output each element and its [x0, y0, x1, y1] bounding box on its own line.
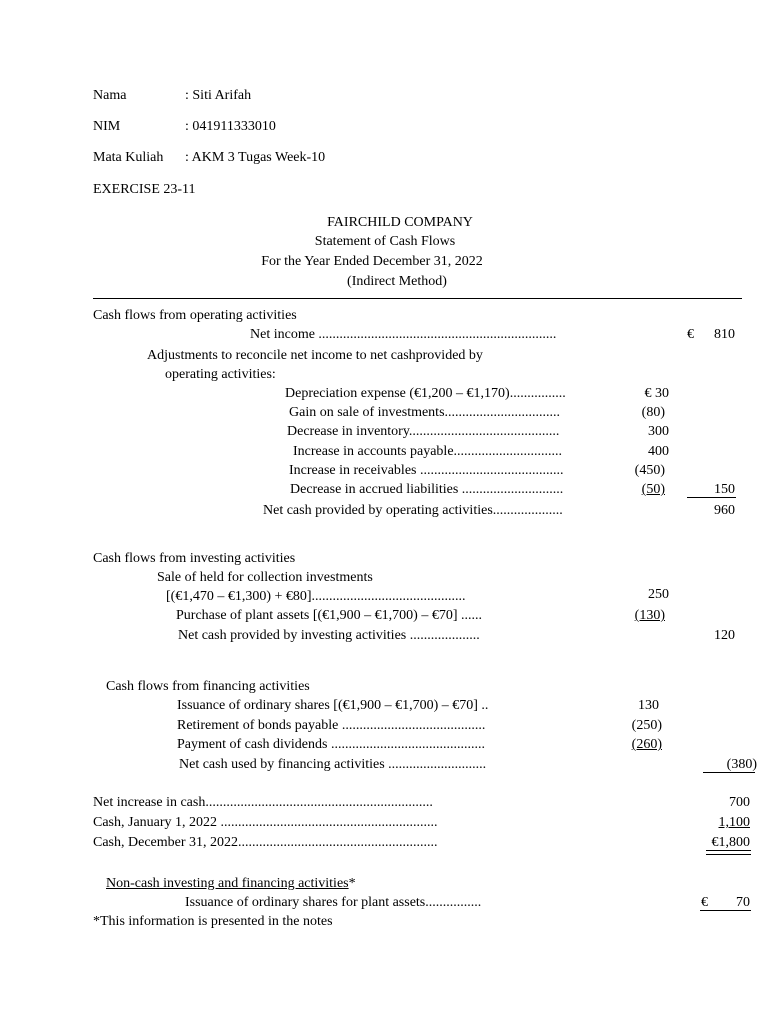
- mata-kuliah-value: : AKM 3 Tugas Week-10: [185, 150, 326, 165]
- sale-investments-line-2: [(€1,470 – €1,300) + €80]............................................: [166, 589, 466, 604]
- adjustment-label: Increase in accounts payable...............................: [293, 444, 563, 459]
- net-income-label: Net income ....................................................................: [250, 327, 557, 342]
- nama-label: Nama: [93, 88, 127, 103]
- investing-heading: Cash flows from investing activities: [93, 551, 296, 566]
- noncash-asterisk: *: [348, 876, 356, 891]
- financing-heading: Cash flows from financing activities: [106, 679, 310, 694]
- statement-method: (Indirect Method): [347, 274, 447, 289]
- adjustment-label: Decrease in inventory...........................................: [287, 424, 560, 439]
- cash-january-label: Cash, January 1, 2022 ..............................................................: [93, 815, 438, 830]
- adjustment-label: Depreciation expense (€1,200 – €1,170)................: [285, 386, 566, 401]
- statement-title: Statement of Cash Flows: [314, 234, 456, 249]
- cash-december-label: Cash, December 31, 2022.........................................................: [93, 835, 438, 850]
- cash-january-value: 1,100: [718, 815, 750, 830]
- nama-value: : Siti Arifah: [185, 88, 252, 103]
- adjustment-label: Increase in receivables .........................................: [289, 463, 564, 478]
- noncash-item-underline: [700, 910, 751, 911]
- mata-kuliah-label: Mata Kuliah: [93, 150, 164, 165]
- financing-item-label: Payment of cash dividends ............................................: [177, 737, 485, 752]
- adjustments-line-2: operating activities:: [165, 367, 276, 382]
- nim-label: NIM: [93, 119, 121, 134]
- net-increase-label: Net increase in cash.................................................................: [93, 795, 433, 810]
- adjustment-label: Gain on sale of investments.................................: [289, 405, 561, 420]
- cash-december-value: €1,800: [711, 835, 750, 850]
- financing-item-value: (260): [631, 737, 662, 752]
- total-adjustments-value: 150: [714, 482, 735, 497]
- operating-heading: Cash flows from operating activities: [93, 308, 297, 323]
- total-adjustments-underline: [687, 497, 736, 498]
- net-income-value: 810: [714, 327, 735, 342]
- net-operating-label: Net cash provided by operating activities....................: [263, 503, 563, 518]
- nim-value: : 041911333010: [185, 119, 276, 134]
- noncash-item-label: Issuance of ordinary shares for plant assets................: [185, 895, 482, 910]
- sale-investments-line-1: Sale of held for collection investments: [157, 570, 373, 585]
- purchase-plant-assets-label: Purchase of plant assets [(€1,900 – €1,700) – €70] ......: [176, 608, 483, 623]
- noncash-heading-text: Non-cash investing and financing activities: [106, 876, 349, 891]
- adjustment-value: € 30: [644, 386, 669, 401]
- net-operating-value: 960: [714, 503, 735, 518]
- financing-item-label: Retirement of bonds payable .........................................: [177, 718, 486, 733]
- net-investing-value: 120: [714, 628, 735, 643]
- adjustment-label: Decrease in accrued liabilities .............................: [290, 482, 564, 497]
- purchase-plant-assets-value: (130): [634, 608, 665, 623]
- adjustment-value: (50): [641, 482, 665, 497]
- net-increase-value: 700: [729, 795, 750, 810]
- financing-item-value: (250): [631, 718, 662, 733]
- footnote: *This information is presented in the notes: [93, 914, 333, 929]
- net-financing-value: (380): [726, 757, 757, 772]
- adjustments-line-1: Adjustments to reconcile net income to net cashprovided by: [147, 348, 483, 363]
- adjustment-value: 400: [648, 444, 669, 459]
- net-financing-label: Net cash used by financing activities ............................: [179, 757, 487, 772]
- noncash-item-value: 70: [736, 895, 750, 910]
- net-financing-underline: [703, 772, 755, 773]
- financing-item-value: 130: [638, 698, 659, 713]
- exercise-title: EXERCISE 23-11: [93, 182, 196, 197]
- net-income-currency: €: [687, 327, 694, 342]
- statement-period: For the Year Ended December 31, 2022: [261, 254, 483, 269]
- adjustment-value: 300: [648, 424, 669, 439]
- noncash-item-currency: €: [701, 895, 708, 910]
- adjustment-value: (450): [634, 463, 665, 478]
- company-name: FAIRCHILD COMPANY: [327, 215, 473, 230]
- cash-december-double-underline: [706, 850, 751, 855]
- sale-investments-value: 250: [648, 587, 669, 602]
- net-investing-label: Net cash provided by investing activities ....................: [178, 628, 480, 643]
- financing-item-label: Issuance of ordinary shares [(€1,900 – €1,700) – €70] ..: [177, 698, 489, 713]
- adjustment-value: (80): [641, 405, 665, 420]
- noncash-heading: [106, 876, 356, 892]
- title-divider: [93, 298, 742, 299]
